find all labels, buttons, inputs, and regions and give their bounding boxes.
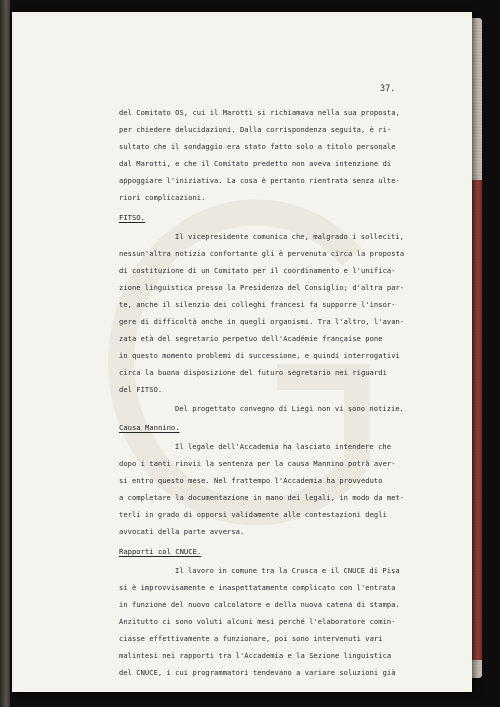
body-line: avvocati della parte avversa. (119, 527, 245, 536)
body-line: malintesi nei rapporti tra l'Accademia e la Sezione linguistica (119, 651, 392, 660)
body-line: dopo i tanti rinvii la sentenza per la causa Mannino potrà aver- (119, 459, 396, 468)
body-line: sultato che il sondaggio era stato fatto solo a titolo personale (119, 142, 396, 151)
watermark-logo-icon (97, 162, 427, 562)
red-page-marker (472, 180, 482, 660)
body-line: del CNUCE, i cui programmatori tendevano a variare soluzioni già (119, 668, 396, 677)
body-line: del FITSO. (119, 385, 163, 394)
body-line: circa la buona disposizione del futuro segretario nei riguardi (119, 368, 387, 377)
body-line: di costituzione di un Comitato per il coordinamento e l'unifica- (119, 266, 396, 275)
body-line: a completare la documentazione in mano dei legali, in modo da met- (119, 493, 405, 502)
body-line: si entro questo mese. Nel frattempo l'Accademia ha provveduto (119, 476, 383, 485)
section-heading-causa-mannino: Causa Mannino. (119, 423, 180, 432)
body-line: del Comitato OS, cui il Marotti si richiamava nella sua proposta, (119, 108, 400, 117)
body-line: zione linguistica presso la Presidenza del Consiglio; d'altra par- (119, 283, 405, 292)
body-line: si è improvvisamente e inaspettatamente complicato con l'entrata (119, 583, 396, 592)
section-heading-rapporti-cnuce: Rapporti col CNUCE. (119, 547, 202, 556)
body-line: dal Marotti, e che il Comitato predetto non aveva intenzione di (119, 159, 392, 168)
body-line: zata età del segretario perpetuo dell'Académie française pone (119, 334, 383, 343)
body-line: Il vicepresidente comunica che, malgrado i solleciti, (175, 232, 405, 241)
book-binding (0, 0, 10, 707)
body-line: appoggiare l'iniziativa. La cosa è pertanto rientrata senza ulte- (119, 176, 400, 185)
body-line: Il lavoro in comune tra la Crusca e il CNUCE di Pisa (175, 566, 400, 575)
body-line: in questo momento problemi di successione, e quindi interrogativi (119, 351, 400, 360)
page-number: 37. (380, 84, 396, 94)
body-line: gere di difficoltà anche in quegli organismi. Tra l'altro, l'avan- (119, 317, 405, 326)
body-line: per chiedere delucidazioni. Dalla corrispondenza seguita, è ri- (119, 125, 392, 134)
body-line: ciasse effettivamente a funzionare, poi sono intervenuti vari (119, 634, 383, 643)
section-heading-fitso: FITSO. (119, 213, 145, 222)
body-line: te, anche il silenzio dei colleghi francesi fa supporre l'insor- (119, 300, 396, 309)
body-line: riori complicazioni. (119, 193, 206, 202)
body-line: Il legale dell'Accademia ha lasciato intendere che (175, 442, 392, 451)
body-line: terli in grado di opporsi validamente alle contestazioni degli (119, 510, 387, 519)
body-line: Del progettato convegno di Liegi non vi sono notizie. (175, 404, 405, 413)
typed-page (12, 12, 472, 692)
body-line: Anzitutto ci sono voluti alcuni mesi perché l'elaboratore comin- (119, 617, 396, 626)
body-line: in funzione del nuovo calcolatore e della nuova catena di stampa. (119, 600, 400, 609)
body-line: nessun'altra notizia confortante gli è pervenuta circa la proposta (119, 249, 405, 258)
